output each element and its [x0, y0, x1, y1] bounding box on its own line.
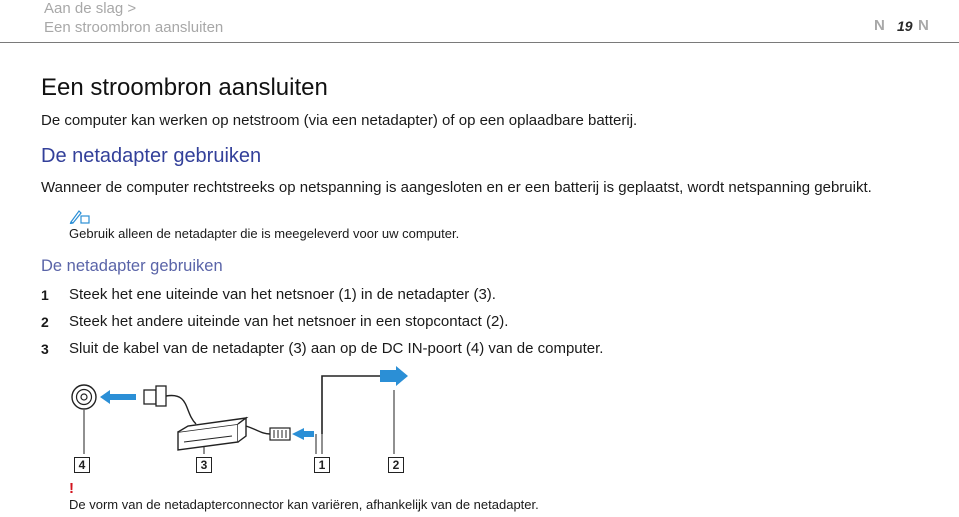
- step-number: 1: [41, 287, 49, 303]
- header-divider: [0, 42, 959, 43]
- step-number: 3: [41, 341, 49, 357]
- previous-page-button[interactable]: N: [874, 17, 885, 34]
- warning-icon: !: [69, 480, 74, 497]
- dc-in-port-icon: [72, 385, 96, 409]
- step-text: Steek het andere uiteinde van het netsnoer in een stopcontact (2).: [69, 313, 509, 330]
- note-text: Gebruik alleen de netadapter die is meegeleverd voor uw computer.: [69, 226, 460, 241]
- breadcrumb-parent[interactable]: Aan de slag >: [44, 0, 137, 17]
- figure-label: 1: [314, 457, 330, 473]
- ac-adapter-icon: [178, 418, 246, 450]
- outlet-arrow-icon: [380, 366, 408, 386]
- section-body: Wanneer de computer rechtstreeks op netspanning is aangesloten en er een batterij is geplaatst, wordt netspanning gebruikt.: [41, 179, 872, 196]
- figure-label: 3: [196, 457, 212, 473]
- cord-connector-icon: [270, 428, 290, 440]
- dc-plug-icon: [144, 386, 196, 424]
- breadcrumb-current: Een stroombron aansluiten: [44, 19, 224, 36]
- power-cord-icon: [322, 376, 380, 434]
- next-page-button[interactable]: N: [918, 17, 929, 34]
- adapter-connection-diagram: [60, 362, 420, 482]
- step-text: Sluit de kabel van de netadapter (3) aan op de DC IN-poort (4) van de computer.: [69, 340, 604, 357]
- step-text: Steek het ene uiteinde van het netsnoer (1) in de netadapter (3).: [69, 286, 496, 303]
- page-title: Een stroombron aansluiten: [41, 74, 328, 101]
- step-number: 2: [41, 314, 49, 330]
- warning-text: De vorm van de netadapterconnector kan variëren, afhankelijk van de netadapter.: [69, 497, 539, 512]
- figure-label: 4: [74, 457, 90, 473]
- pencil-note-icon: [69, 208, 91, 224]
- page-number: 19: [897, 18, 913, 34]
- procedure-heading: De netadapter gebruiken: [41, 257, 223, 275]
- insert-arrow-icon: [292, 428, 314, 440]
- figure-label: 2: [388, 457, 404, 473]
- section-heading: De netadapter gebruiken: [41, 145, 262, 167]
- intro-text: De computer kan werken op netstroom (via een netadapter) of op een oplaadbare batterij.: [41, 112, 638, 129]
- insert-arrow-icon: [100, 390, 136, 404]
